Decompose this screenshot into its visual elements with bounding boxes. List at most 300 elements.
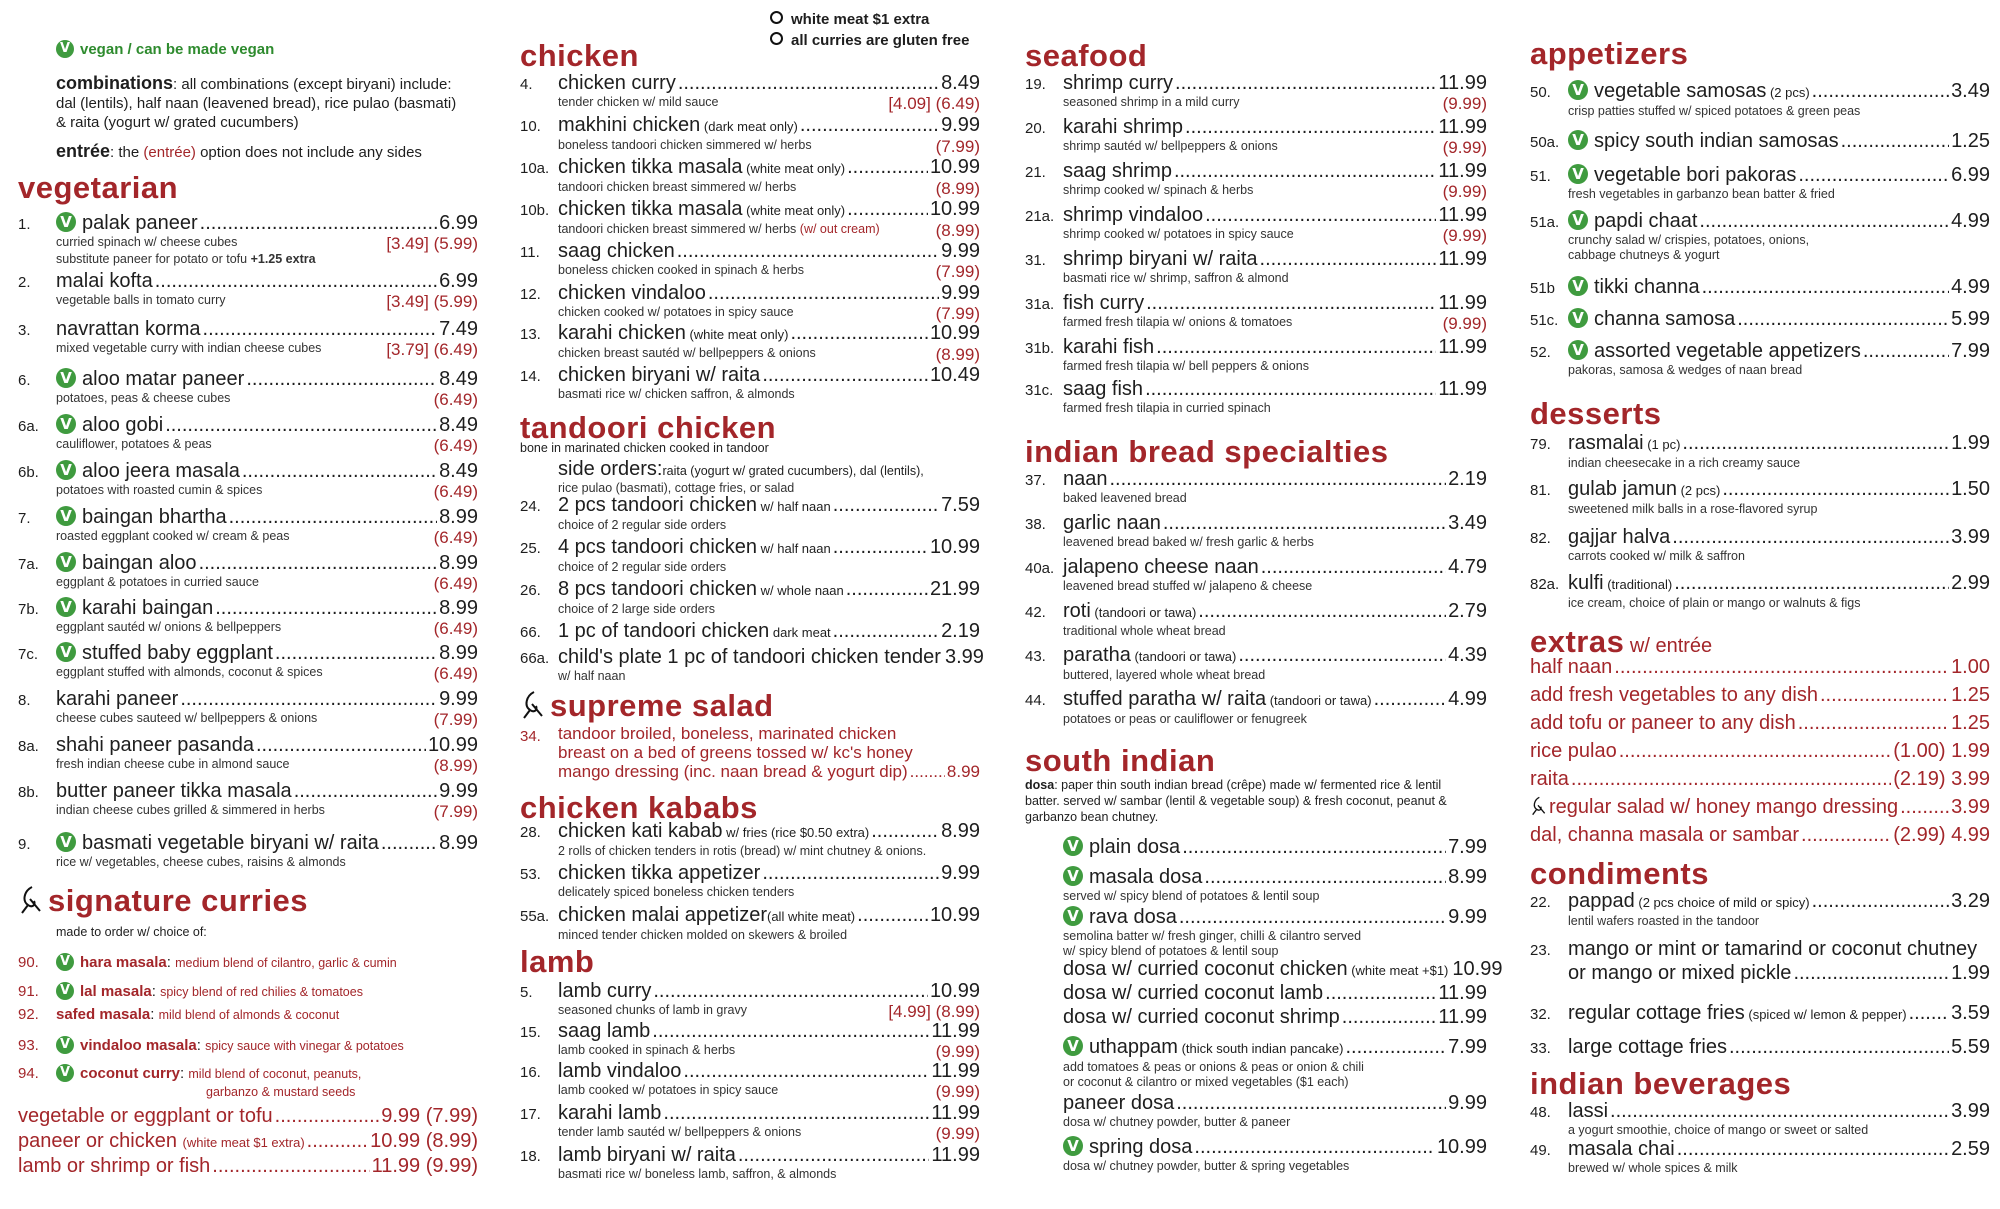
item-price-value: 3.49 — [1448, 512, 1487, 534]
item-number: 8a. — [18, 738, 39, 755]
item-description-text: medium blend of cilantro, garlic & cumin — [175, 956, 397, 970]
item-name-text: karahi paneer — [56, 688, 179, 710]
item-price — [439, 414, 478, 437]
item-price-value: 4.99 — [1448, 688, 1487, 710]
signature-curry — [18, 982, 363, 1000]
item-price — [1438, 982, 1487, 1005]
item-name-text: add fresh vegetables to any dish — [1530, 684, 1818, 706]
item-description — [1063, 1060, 1487, 1075]
item-body — [1568, 276, 1990, 299]
item-body — [558, 72, 980, 112]
dot-leader — [1205, 204, 1436, 227]
item-name — [1063, 958, 1448, 982]
dot-leader — [833, 494, 939, 517]
item-description-text: baked leavened bread — [1063, 491, 1187, 505]
item-row — [1568, 80, 1990, 104]
item-name-text: kulfi — [1568, 572, 1604, 594]
dot-leader — [1179, 906, 1446, 929]
item-row — [1568, 478, 1990, 502]
item-name-text: lassi — [1568, 1100, 1609, 1122]
column-2: white meat $1 extra all curries are gluten free chicken 4. chicken curry ..... 8.49 tender chicken w/ mild sauce [4.09] (6.49) 10. makhini chicken (dark meat only) ..... 9.99 boneless tandoori chicken simmered w/ herbs (7.99) 10a. chicken tikka masala (white meat only) ..... 10.99 tandoori chicken breast simmered w/ herbs (8.99) 10b. chicken tikka masala (white meat only) ..... 10.99 tandoori chicken breast simmered w/ herbs (w/ out cream) (8.99) 11. saag chicken ..... 9.99 boneless chicken cooked in spinach & herbs (7.99) 12. chicken vindaloo ..... 9.99 chicken cooked w/ potatoes in spicy sauce (7.99) 13. karahi chicken (white meat only) ..... 10.99 chicken breast sautéd w/ bellpeppers & onions (8.99) 14. chicken biryani w/ raita ..... 10.49 basmati rice w/ chicken saffron, & almonds tandoori chicken bone in marinated chicken cooked in tandoor side orders: raita (yogurt w/ grated cucumbers), dal (lentils), rice pulao (basmati), cottage fries, or salad 24. 2 pcs tandoori chicken w/ half naan ..... 7.59 choice of 2 regular side orders 25. 4 pcs tandoori chicken w/ half naan ..... 10.99 choice of 2 regular side orders 26. 8 pcs tandoori chicken w/ whole naan ..... 21.99 choice of 2 large side orders 66. 1 pc of tandoori chicken dark meat ..... 2.19 66a. child's plate 1 pc of tandoori chicken tender 3.99 w/ half naan supreme salad 34. tandoor broiled, boneless, marinated chicken breast on a bed of greens tossed w/ kc's honey mango dressing (inc. naan bread & yogurt dip) ..... 8.99 chicken kababs 28. chicken kati kabab w/ fries (rice $0.50 extra) ..... 8.99 2 rolls of chicken tenders in rotis (bread) w/ mint chutney & onions. 53. chicken tikka appetizer ..... 9.99 delicately spiced boneless chicken tenders 55a. chicken malai appetizer(all white meat) ..... 10.99 minced tender chicken molded on skewers & broiled lamb 5. lamb curry ..... 10.99 seasoned chunks of lamb in gravy [4.99] (8.99) 15. saag lamb ..... 11.99 lamb cooked in spinach & herbs (9.99) 16. lamb vindaloo ..... 11.99 lamb cooked w/ potatoes in spicy sauce (9.99) 17. karahi lamb ..... 11.99 tender lamb sautéd w/ bellpeppers & onions (9.99) 18. lamb biryani w/ raita ..... 11.99 basmati rice w/ boneless lamb, saffron, & almonds — [520, 0, 980, 1209]
item-note: (spiced w/ lemon & pepper) — [1744, 1007, 1907, 1022]
item-name — [1063, 866, 1202, 889]
item-row — [56, 212, 478, 235]
item-description-text: tandoori chicken breast simmered w/ herbs — [558, 180, 797, 194]
vegan-icon: V — [1568, 308, 1588, 328]
signature-curry — [18, 1006, 339, 1023]
item-name-text: butter paneer tikka masala — [56, 780, 292, 802]
item-price — [439, 460, 478, 483]
item-body — [558, 904, 980, 943]
item-number: 93. — [18, 1037, 39, 1054]
item-price — [370, 1130, 478, 1153]
dot-leader — [242, 460, 437, 483]
item-name — [1063, 248, 1258, 271]
item-price-value: 9.99 — [1448, 906, 1487, 928]
item-entree-price: (8.99) — [935, 179, 980, 198]
item-name-text: dal, channa masala or sambar — [1530, 824, 1800, 846]
item-description-text: vegetable balls in tomato curry — [56, 293, 226, 307]
item-price — [1448, 906, 1487, 929]
item-row — [56, 597, 478, 620]
item-name-text: gulab jamun — [1568, 478, 1677, 500]
item-price-value: 8.99 — [439, 597, 478, 619]
item-note: dark meat — [769, 625, 831, 640]
item-entree-price: (9.99) — [1442, 94, 1487, 113]
item-row — [1530, 656, 1990, 679]
item-description-text: potatoes or peas or cauliflower or fenugreek — [1063, 712, 1307, 726]
gluten-free-note: all curries are gluten free — [770, 31, 969, 50]
item-body — [56, 270, 478, 310]
item-note: w/ fries (rice $0.50 extra) — [722, 825, 870, 840]
item-name — [1063, 378, 1143, 401]
section-title-tandoori-chicken: tandoori chicken — [520, 410, 777, 445]
item-description — [1063, 535, 1487, 550]
item-description — [1063, 359, 1487, 374]
item-body — [558, 240, 980, 280]
item-price — [941, 494, 980, 517]
item-row — [1063, 556, 1487, 579]
dot-leader — [229, 506, 437, 529]
item-number: 90. — [18, 954, 39, 971]
item-description-text: delicately spiced boneless chicken tenders — [558, 885, 795, 899]
item-price — [1951, 1002, 1990, 1025]
colon: : — [166, 954, 176, 971]
colon: : — [180, 1065, 189, 1082]
item-row — [1568, 308, 1990, 331]
combinations-note: combinations: all combinations (except biryani) include: dal (lentils), half naan (leavened bread), rice pulao (basmati) & raita (yogurt w/ grated cucumbers) — [56, 73, 457, 131]
item-price-value: 10.99 — [929, 980, 980, 1002]
item-price — [930, 364, 980, 387]
item-description — [1063, 401, 1487, 416]
item-note: (white meat +$1) — [1347, 963, 1449, 978]
vegan-icon: V — [56, 1064, 74, 1082]
dot-leader — [1198, 600, 1446, 623]
item-body — [56, 734, 478, 774]
item-description-text: chicken breast sautéd w/ bellpeppers & onions — [558, 346, 816, 360]
item-row — [1568, 210, 1990, 233]
item-price-value: 1.99 — [1951, 962, 1990, 984]
item-price — [1951, 890, 1990, 913]
item-price-value: 11.99 — [931, 1060, 980, 1082]
item-entree-price: (9.99) — [1442, 138, 1487, 157]
item-description-text: crunchy salad w/ crispies, potatoes, onions, — [1568, 233, 1810, 247]
item-name — [1568, 276, 1700, 299]
dot-leader — [1176, 1092, 1446, 1115]
item-description-text: lentil wafers roasted in the tandoor — [1568, 914, 1760, 928]
item-name-text: basmati vegetable biryani w/ raita — [82, 832, 379, 854]
entree-note: entrée: the (entrée) option does not include any sides — [56, 141, 422, 161]
item-entree-price: (9.99) — [1442, 314, 1487, 333]
item-price — [931, 1020, 980, 1043]
item-row — [558, 536, 980, 560]
item-name — [558, 980, 651, 1003]
item-price-value: 10.99 — [929, 198, 980, 220]
item-number: 6b. — [18, 464, 39, 481]
item-price-value: 11.99 — [931, 1144, 980, 1166]
item-entree-price: (6.49) — [433, 482, 478, 501]
item-name — [18, 1105, 273, 1128]
item-body — [1568, 308, 1990, 331]
item-description — [56, 575, 478, 592]
item-row — [1568, 164, 1990, 187]
dot-leader — [738, 1144, 930, 1167]
item-entree-price: (7.99) — [420, 1105, 478, 1127]
item-number: 92. — [18, 1006, 39, 1023]
item-row — [1063, 160, 1487, 183]
item-entree-price: [3.49] (5.99) — [386, 292, 478, 311]
item-description-text: or coconut & cilantro or mixed vegetables ($1 each) — [1063, 1075, 1349, 1089]
item-name — [1568, 1138, 1675, 1161]
item-body — [1063, 116, 1487, 156]
item-note: (tandoori or tawa) — [1130, 649, 1237, 664]
item-price-value: 9.99 — [381, 1105, 421, 1127]
item-price — [1951, 526, 1990, 549]
vegan-icon: V — [56, 597, 76, 617]
item-number: 17. — [520, 1106, 541, 1123]
item-price-value: 3.29 — [1951, 890, 1990, 912]
dot-leader — [1798, 164, 1949, 187]
item-entree-price: [3.79] (6.49) — [386, 340, 478, 359]
item-body — [1568, 130, 1990, 153]
item-description — [1063, 315, 1487, 332]
item-description — [1568, 233, 1990, 248]
item-note: (all white meat) — [767, 909, 856, 924]
item-price — [930, 198, 980, 221]
item-price — [372, 1155, 478, 1178]
section-title-indian-bread: indian bread specialties — [1025, 434, 1389, 469]
item-number: 79. — [1530, 436, 1551, 453]
item-number: 8. — [18, 692, 31, 709]
item-row — [1063, 248, 1487, 271]
item-price-value: 2.19 — [941, 620, 980, 642]
dot-leader — [212, 1155, 369, 1178]
item-name-text: chicken kati kabab — [558, 820, 723, 842]
item-name — [1063, 468, 1108, 491]
item-price-value: 8.49 — [941, 72, 980, 94]
item-name-text: chicken tikka appetizer — [558, 862, 761, 884]
item-note: (dark meat only) — [700, 119, 798, 134]
item-name-text: paratha — [1063, 644, 1131, 666]
item-price — [439, 368, 478, 391]
item-name — [1063, 1092, 1174, 1115]
item-description-text: farmed fresh tilapia w/ bell peppers & onions — [1063, 359, 1309, 373]
item-price — [1951, 80, 1990, 103]
vegan-icon: V — [56, 460, 76, 480]
item-name — [18, 1130, 305, 1154]
item-price — [1448, 1036, 1487, 1059]
item-body — [1568, 340, 1990, 378]
item-name — [56, 414, 163, 437]
item-name-text: chicken malai appetizer — [558, 904, 767, 926]
item-name-text: gajjar halva — [1568, 526, 1671, 548]
item-price-value: 3.99 — [1951, 796, 1990, 818]
item-body — [1063, 248, 1487, 286]
item-name — [56, 212, 198, 235]
dot-leader — [307, 1130, 368, 1153]
section-title-desserts: desserts — [1530, 396, 1662, 431]
item-price — [1951, 340, 1990, 363]
item-body — [1063, 378, 1487, 416]
item-name-text: regular salad w/ honey mango dressing — [1549, 796, 1899, 818]
item-price — [1448, 836, 1487, 859]
item-price-value: 9.99 — [941, 862, 980, 884]
item-description-text: farmed fresh tilapia w/ onions & tomatoes — [1063, 315, 1293, 329]
item-body — [1568, 938, 1990, 961]
item-price-value: 11.99 — [1438, 292, 1487, 314]
dot-leader — [1674, 572, 1949, 595]
item-body — [1568, 572, 1990, 611]
item-row — [1063, 906, 1487, 929]
item-row — [558, 862, 980, 885]
item-description-2 — [1568, 248, 1990, 263]
item-name — [558, 646, 941, 669]
item-name — [558, 494, 831, 518]
item-name-text: jalapeno cheese naan — [1063, 556, 1259, 578]
item-entree-price: (2.19) — [1893, 768, 1952, 790]
item-description — [558, 346, 980, 363]
item-description — [558, 669, 980, 684]
item-description — [1063, 579, 1487, 594]
signature-icon — [1530, 796, 1546, 816]
item-row — [558, 240, 980, 263]
item-name-text: shrimp biryani w/ raita — [1063, 248, 1258, 270]
item-number: 7c. — [18, 646, 39, 663]
item-description-text: indian cheesecake in a rich creamy sauce — [1568, 456, 1801, 470]
item-price-value: 1.00 — [1951, 656, 1990, 678]
dot-leader — [1156, 336, 1436, 359]
vegan-icon: V — [1063, 866, 1083, 886]
item-price-value: 6.99 — [1951, 164, 1990, 186]
colon: : — [150, 1006, 159, 1023]
dot-leader — [1261, 556, 1446, 579]
vegan-icon: V — [56, 832, 76, 852]
item-description-text: spicy sauce with vinegar & potatoes — [205, 1039, 404, 1053]
item-name-text: lamb vindaloo — [558, 1060, 682, 1082]
item-name-text: shahi paneer pasanda — [56, 734, 254, 756]
item-name — [558, 322, 788, 346]
item-description-text: choice of 2 large side orders — [558, 602, 716, 616]
item-note: (traditional) — [1603, 577, 1673, 592]
item-price — [439, 688, 478, 711]
item-entree-price: (6.49) — [433, 574, 478, 593]
item-description — [1568, 363, 1990, 378]
item-body — [558, 862, 980, 900]
item-description-text: traditional whole wheat bread — [1063, 624, 1226, 638]
item-price — [1448, 1092, 1487, 1115]
item-name-text: assorted vegetable appetizers — [1594, 340, 1861, 362]
vegan-icon: V — [1568, 164, 1588, 184]
item-name — [56, 318, 201, 341]
vegan-icon: V — [56, 40, 74, 58]
item-price-value: 2.99 — [1951, 572, 1990, 594]
item-description — [558, 928, 980, 943]
item-body — [1063, 512, 1487, 550]
item-price — [1448, 644, 1487, 667]
item-price — [1438, 292, 1487, 315]
item-description — [1063, 1115, 1487, 1130]
item-name — [56, 460, 240, 483]
item-name — [1568, 80, 1810, 104]
item-description-text: crisp patties stuffed w/ spiced potatoes & green peas — [1568, 104, 1861, 118]
dot-leader — [1722, 478, 1949, 501]
item-price-value: 10.99 — [929, 156, 980, 178]
bullet-icon — [770, 11, 783, 24]
item-name-text: shrimp vindaloo — [1063, 204, 1204, 226]
item-name — [558, 1144, 736, 1167]
item-number: 16. — [520, 1064, 541, 1081]
item-price-value: 2.59 — [1951, 1138, 1990, 1160]
item-body — [558, 1144, 980, 1182]
item-body — [558, 198, 980, 239]
vegan-icon: V — [56, 212, 76, 232]
item-number: 94. — [18, 1065, 39, 1082]
item-price-value: 11.99 — [1438, 248, 1487, 270]
item-name-text: baingan bhartha — [82, 506, 227, 528]
item-price — [945, 646, 984, 669]
item-name-text: or mango or mixed pickle — [1568, 962, 1792, 984]
item-row — [56, 506, 478, 529]
item-description-text: fresh indian cheese cube in almond sauce — [56, 757, 290, 771]
item-number: 19. — [1025, 76, 1046, 93]
item-number: 44. — [1025, 692, 1046, 709]
item-row — [558, 282, 980, 305]
item-price-value: 11.99 — [371, 1155, 421, 1177]
item-price — [930, 536, 980, 559]
item-row — [558, 980, 980, 1003]
item-number: 15. — [520, 1024, 541, 1041]
item-body — [1063, 866, 1487, 904]
item-body — [56, 642, 478, 682]
item-note: (2 pcs) — [1766, 85, 1810, 100]
item-name — [558, 904, 855, 928]
item-number: 43. — [1025, 648, 1046, 665]
item-name — [1568, 1036, 1727, 1059]
item-name-text: chicken tikka masala — [558, 156, 743, 178]
item-price — [1893, 824, 1990, 847]
item-description-text: choice of 2 regular side orders — [558, 560, 727, 574]
dot-leader — [653, 980, 928, 1003]
item-price — [1951, 656, 1990, 679]
item-entree-price: (7.99) — [433, 802, 478, 821]
item-description-text: boneless chicken cooked in spinach & herbs — [558, 263, 804, 277]
item-name-text: karahi baingan — [82, 597, 214, 619]
item-body — [56, 212, 478, 267]
item-price-value: 3.99 — [944, 646, 984, 668]
item-number: 6a. — [18, 418, 39, 435]
item-name-text: regular cottage fries — [1568, 1002, 1745, 1024]
item-name — [558, 364, 760, 387]
item-description-text: tender lamb sautéd w/ bellpeppers & onions — [558, 1125, 802, 1139]
item-number: 28. — [520, 824, 541, 841]
item-name — [1568, 962, 1791, 985]
item-body — [1063, 982, 1487, 1005]
dot-leader — [762, 862, 939, 885]
item-row — [56, 460, 478, 483]
item-row — [18, 1155, 478, 1178]
item-price-value: 5.59 — [1951, 1036, 1990, 1058]
signature-curry — [18, 1064, 361, 1082]
item-name — [1530, 824, 1799, 847]
dot-leader — [165, 414, 437, 437]
item-name — [1530, 768, 1569, 791]
dot-leader — [1610, 1100, 1949, 1123]
dot-leader — [275, 642, 437, 665]
item-row — [558, 1102, 980, 1125]
item-number: 51a. — [1530, 214, 1560, 231]
item-description — [56, 711, 478, 728]
item-row — [1568, 572, 1990, 596]
vegan-icon: V — [56, 642, 76, 662]
item-number: 8b. — [18, 784, 39, 801]
vegan-icon: V — [1063, 906, 1083, 926]
item-body — [1063, 204, 1487, 244]
item-description — [56, 341, 478, 358]
item-description — [1568, 187, 1990, 202]
item-body — [1063, 1036, 1487, 1090]
item-price-value: 9.99 — [439, 780, 478, 802]
item-body — [558, 980, 980, 1020]
item-name-text: saag fish — [1063, 378, 1144, 400]
item-description — [558, 222, 980, 239]
item-price-value: 4.99 — [1951, 276, 1990, 298]
vegan-legend: V vegan / can be made vegan — [56, 40, 274, 59]
item-body — [1063, 160, 1487, 200]
dot-leader — [1163, 512, 1446, 535]
item-description — [56, 529, 478, 546]
vegan-icon: V — [56, 552, 76, 572]
dot-leader — [246, 368, 437, 391]
item-name — [1063, 1036, 1343, 1060]
item-name — [56, 688, 178, 711]
item-number: 11. — [520, 244, 540, 261]
item-price-value: 8.99 — [439, 506, 478, 528]
item-description-text: brewed w/ whole spices & milk — [1568, 1161, 1738, 1175]
item-entree-price: [3.49] (5.99) — [386, 234, 478, 253]
item-description-text: w/ spicy blend of potatoes & lentil soup — [1063, 944, 1279, 958]
vegan-icon: V — [56, 414, 76, 434]
item-body — [1063, 1136, 1487, 1174]
item-price — [439, 642, 478, 665]
item-body — [558, 282, 980, 322]
item-body — [56, 460, 478, 500]
item-row — [1063, 378, 1487, 401]
item-name — [1568, 130, 1839, 153]
item-description-text: basmati rice w/ boneless lamb, saffron, & almonds — [558, 1167, 837, 1181]
item-price-value: 11.99 — [1438, 204, 1487, 226]
item-name — [558, 620, 831, 644]
dot-leader — [256, 734, 426, 757]
